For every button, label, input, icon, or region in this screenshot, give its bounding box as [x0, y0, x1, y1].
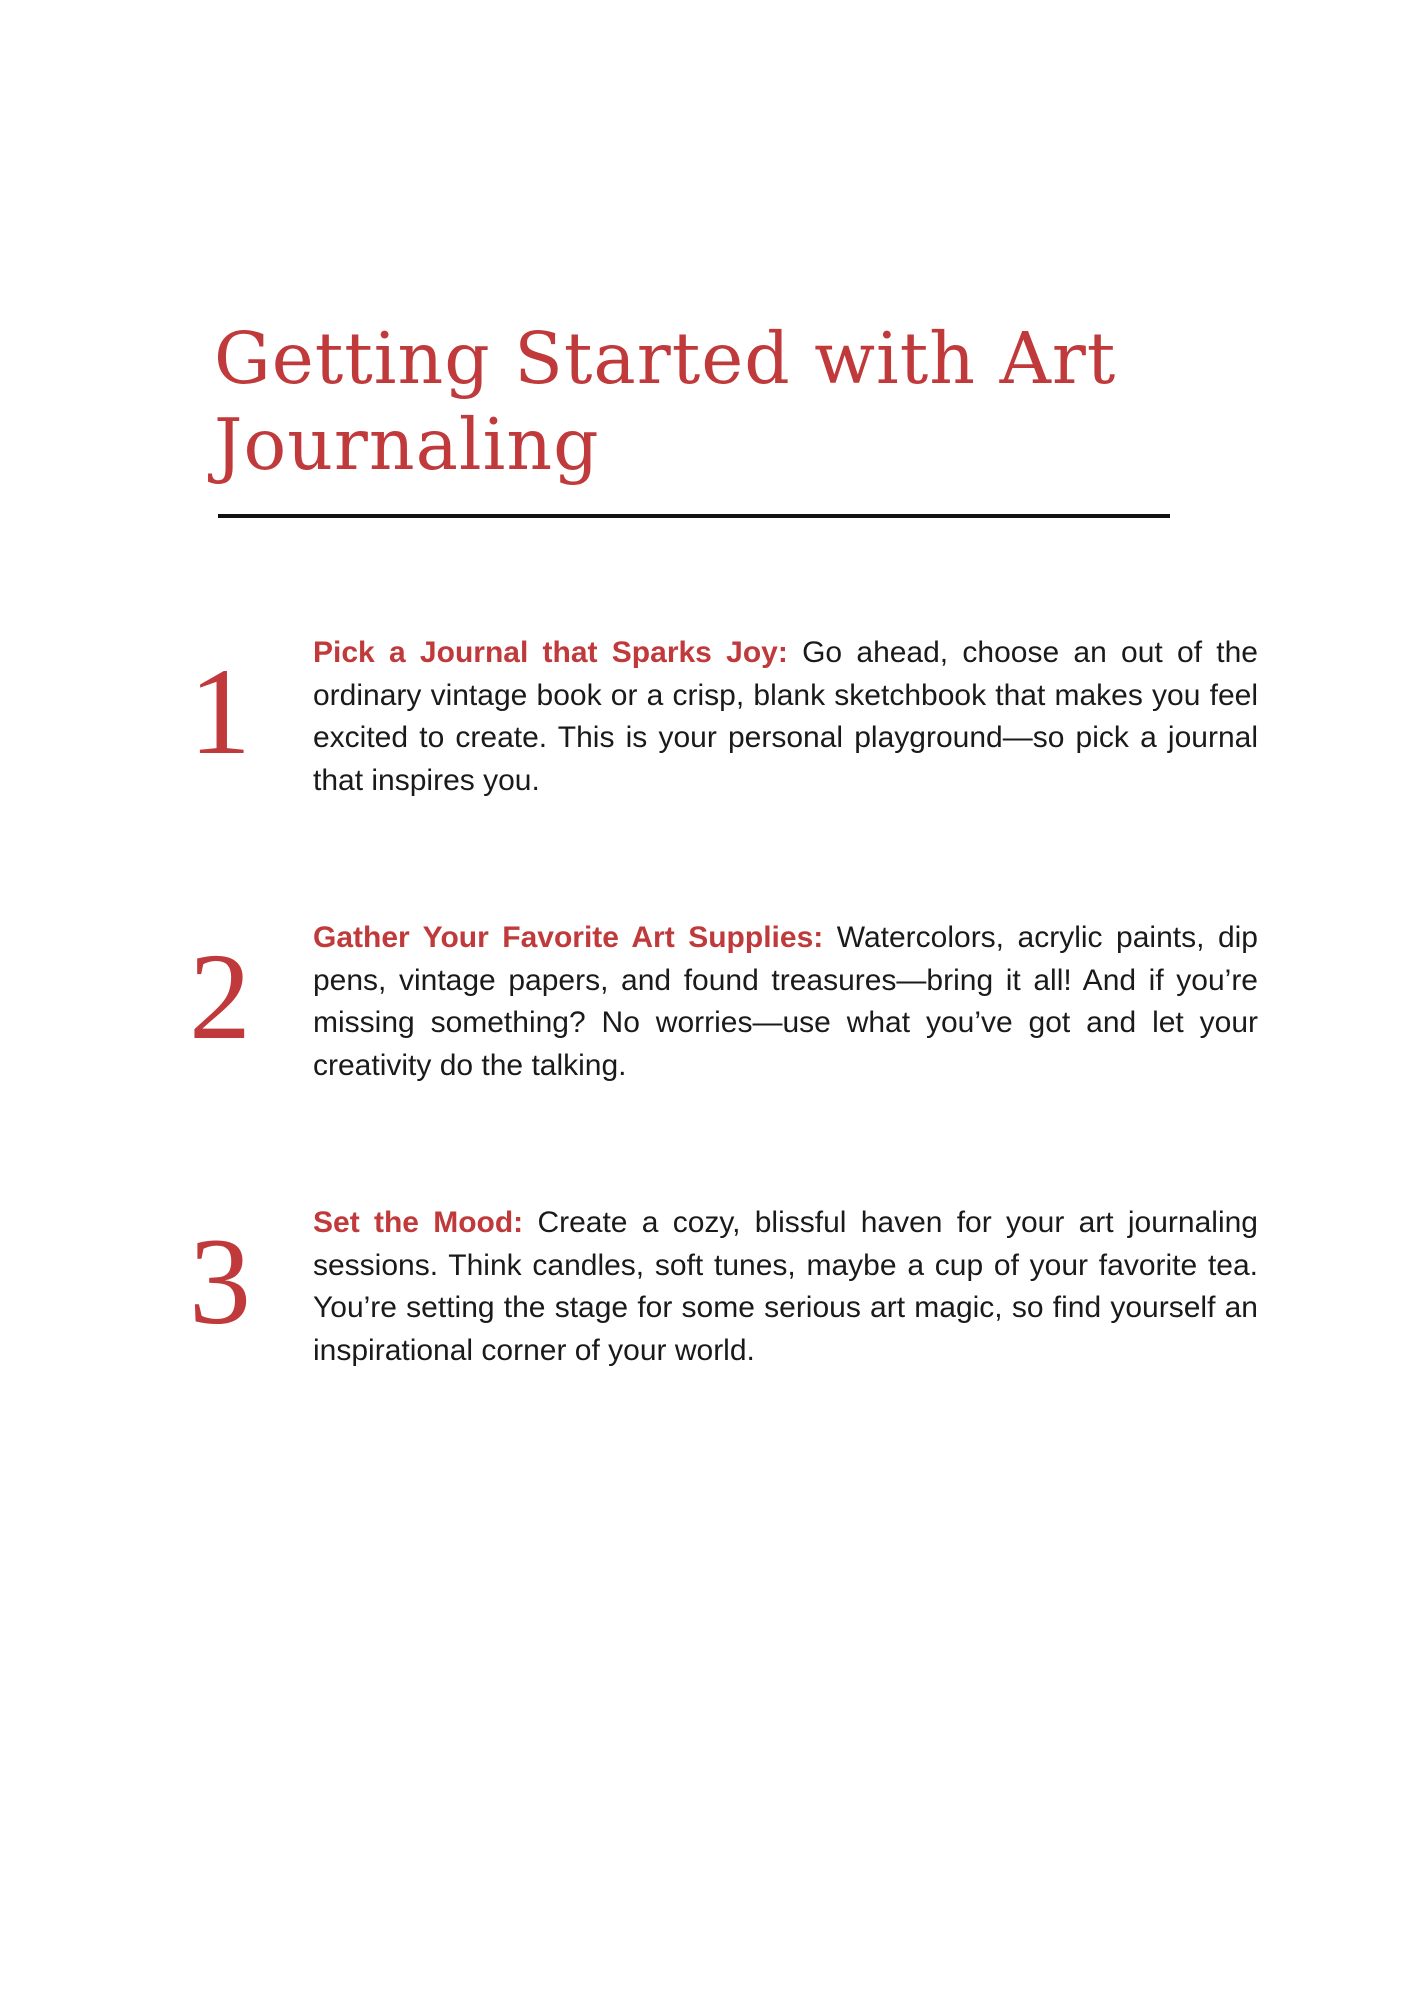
step-body: Watercolors, acrylic paints, dip pens, vintage papers, and found treasures—bring it all! And if you’re missing something? No worries—use what you’ve got and let your creativity do the talking. [313, 921, 1258, 1082]
step-lead: Set the Mood: [313, 1206, 524, 1239]
step-number: 1 [189, 643, 251, 780]
title-line-2: Journaling [214, 403, 600, 486]
step-lead: Gather Your Favorite Art Supplies: [313, 921, 824, 954]
step-body: Go ahead, choose an out of the ordinary vintage book or a crisp, blank sketchbook that makes you feel excited to create. This is your personal playground—so pick a journal that inspires you. [313, 636, 1258, 797]
step-body: Create a cozy, blissful haven for your art journaling sessions. Think candles, soft tunes, maybe a cup of your favorite tea. You’re setting the stage for some serious art magic, so find yourself an inspirational corner of your world. [313, 1206, 1258, 1367]
step-description [313, 917, 1258, 1087]
title-line-1: Getting Started with Art [214, 317, 1117, 400]
step-number: 2 [189, 928, 251, 1065]
title-divider [218, 514, 1170, 518]
step-description [313, 632, 1258, 802]
step-number: 3 [189, 1213, 251, 1350]
step-description [313, 1202, 1258, 1372]
page-title [214, 316, 1214, 488]
step-lead: Pick a Journal that Sparks Joy: [313, 636, 788, 669]
